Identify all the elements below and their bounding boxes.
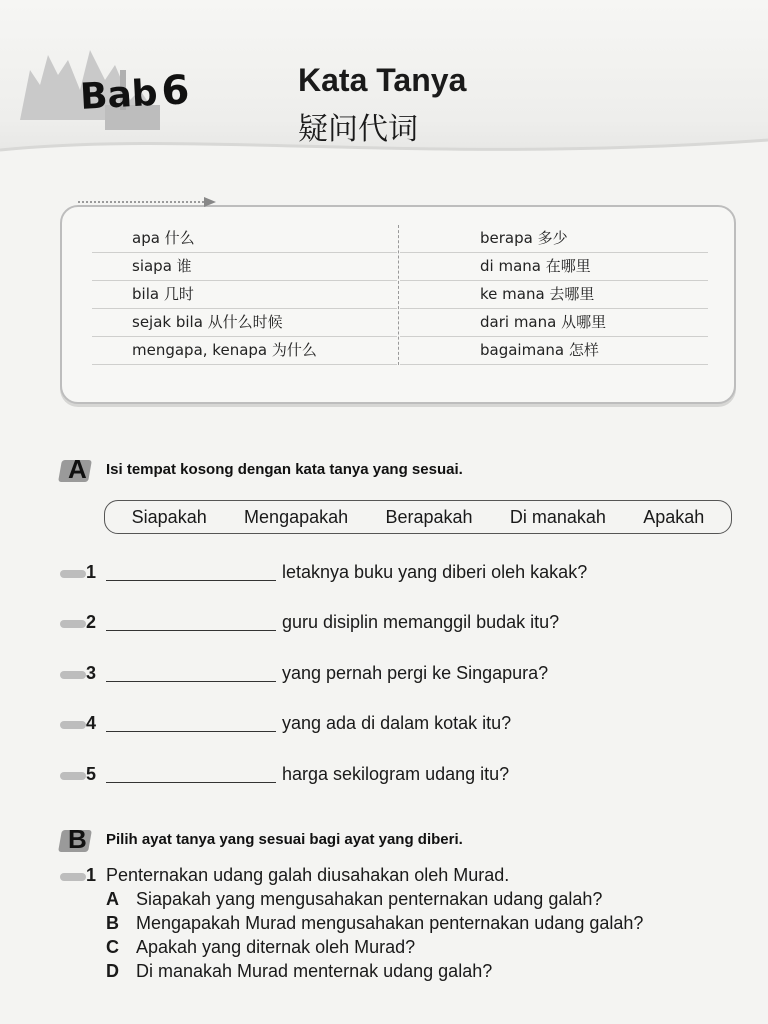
question-number: 4: [60, 713, 96, 734]
section-a-label: A: [68, 456, 94, 482]
vocabulary-item: bagaimana 怎样: [400, 337, 708, 365]
vocabulary-item: bila 几时: [92, 281, 397, 309]
option-text: Apakah yang diternak oleh Murad?: [136, 937, 416, 957]
question-number: 1: [60, 562, 96, 583]
chapter-label: [79, 67, 191, 119]
answer-option[interactable]: [106, 889, 602, 910]
question-text: letaknya buku yang diberi oleh kakak?: [282, 562, 588, 582]
answer-blank[interactable]: [106, 681, 276, 682]
vocabulary-item: apa 什么: [92, 225, 397, 253]
vocabulary-item: di mana 在哪里: [400, 253, 708, 281]
chapter-word: Bab: [79, 72, 159, 118]
option-text: Mengapakah Murad mengusahakan penternakan udang galah?: [136, 913, 644, 933]
word-bank-item: Apakah: [643, 506, 705, 527]
page-title-chinese: 疑问代词: [298, 112, 418, 147]
answer-blank[interactable]: [106, 630, 276, 631]
section-b-label: B: [68, 826, 94, 852]
answer-option[interactable]: [106, 913, 643, 934]
vocabulary-item: mengapa, kenapa 为什么: [92, 337, 397, 365]
question-text: guru disiplin memanggil budak itu?: [282, 612, 560, 632]
vocabulary-item: berapa 多少: [400, 225, 708, 253]
option-text: Di manakah Murad menternak udang galah?: [136, 961, 493, 981]
vocabulary-item: ke mana 去哪里: [400, 281, 708, 309]
word-bank-item: Berapakah: [385, 506, 473, 527]
word-bank-item: Siapakah: [131, 506, 207, 527]
page-title: Kata Tanya: [298, 62, 467, 98]
vocabulary-item: siapa 谁: [92, 253, 397, 281]
answer-blank[interactable]: [106, 782, 276, 783]
vocabulary-right-column: [400, 225, 708, 365]
question-number: 3: [60, 663, 96, 684]
option-letter: A: [106, 889, 119, 909]
question-text: yang pernah pergi ke Singapura?: [282, 663, 549, 683]
question-stem: Penternakan udang galah diusahakan oleh Murad.: [106, 865, 510, 885]
vocabulary-left-column: [92, 225, 397, 365]
answer-option[interactable]: [106, 937, 415, 958]
word-bank-item: Mengapakah: [244, 506, 349, 527]
vocabulary-item: dari mana 从哪里: [400, 309, 708, 337]
option-letter: D: [106, 961, 119, 981]
word-bank: [104, 500, 732, 534]
option-letter: C: [106, 937, 119, 957]
question-number: 1: [60, 865, 96, 886]
question-text: harga sekilogram udang itu?: [282, 764, 510, 784]
section-b-instruction: Pilih ayat tanya yang sesuai bagi ayat yang diberi.: [106, 831, 463, 848]
chapter-number: 6: [160, 67, 191, 115]
question-number: 5: [60, 764, 96, 785]
answer-blank[interactable]: [106, 731, 276, 732]
arrow-decoration-icon: [78, 196, 218, 208]
question-text: yang ada di dalam kotak itu?: [282, 713, 512, 733]
answer-blank[interactable]: [106, 580, 276, 581]
vocabulary-divider: [398, 225, 399, 365]
option-text: Siapakah yang mengusahakan penternakan udang galah?: [136, 889, 603, 909]
vocabulary-item: sejak bila 从什么时候: [92, 309, 397, 337]
option-letter: B: [106, 913, 119, 933]
word-bank-item: Di manakah: [509, 506, 606, 527]
question-number: 2: [60, 612, 96, 633]
section-a-instruction: Isi tempat kosong dengan kata tanya yang sesuai.: [106, 461, 463, 478]
answer-option[interactable]: [106, 961, 492, 982]
